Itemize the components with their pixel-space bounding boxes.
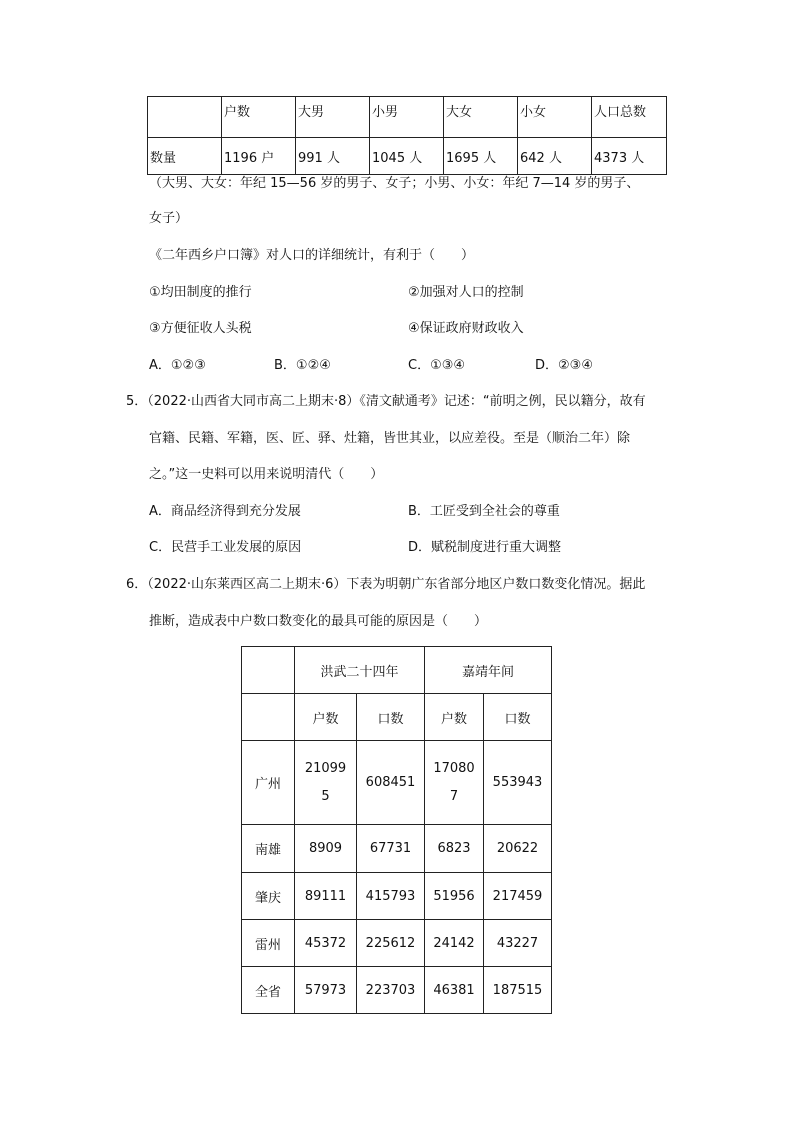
q5-stem-line-3: 之。”这一史料可以用来说明清代（ ）: [149, 467, 384, 482]
q4-stem: 《二年西乡户口簿》对人口的详细统计，有利于（ ）: [149, 248, 475, 263]
table-header-cell: [242, 694, 295, 741]
table-row: [148, 138, 667, 175]
table-header-cell: [148, 97, 222, 138]
table-header-cell: 口数: [357, 694, 425, 741]
q5-option-c[interactable]: C．民营手工业发展的原因: [149, 540, 302, 555]
table-header-cell: 口数: [484, 694, 552, 741]
table-header-cell: 户数: [295, 694, 357, 741]
table-row: [242, 967, 552, 1014]
table-cell: [425, 741, 484, 825]
q5-stem-line-1: 5．（2022·山西省大同市高二上期末·8）《清文献通考》记述：“前明之例，民以籍分，故有: [126, 394, 646, 409]
table-row: [242, 825, 552, 873]
table-cell: 46381: [425, 967, 484, 1014]
table-header-row: [148, 97, 667, 138]
q5-stem-line-2: 官籍、民籍、军籍，医、匠、驿、灶籍，皆世其业，以应差役。至是（顺治二年）除: [149, 431, 631, 446]
cell-line: 7: [449, 788, 459, 804]
table-cell: 6823: [425, 825, 484, 873]
q5-option-a[interactable]: A．商品经济得到充分发展: [149, 504, 301, 519]
table-cell: 187515: [484, 967, 552, 1014]
table-cell: 广州: [242, 741, 295, 825]
table-header-cell: 人口总数: [592, 97, 667, 138]
cell-line: 21099: [304, 760, 347, 776]
q4-option-d[interactable]: D．②③④: [535, 358, 593, 373]
table-subheader-row: [242, 694, 552, 741]
q4-item-3: ③方便征收人头税: [149, 321, 252, 336]
table-cell: 217459: [484, 873, 552, 920]
table-cell: 415793: [357, 873, 425, 920]
q6-stem-line-2: 推断，造成表中户数口数变化的最具可能的原因是（ ）: [149, 614, 488, 629]
q4-option-a[interactable]: A．①②③: [149, 358, 206, 373]
table-cell: 24142: [425, 920, 484, 967]
table-cell: 4373 人: [592, 138, 667, 175]
table-cell: [295, 741, 357, 825]
table-header-row: [242, 647, 552, 694]
table-header-cell: 大女: [444, 97, 518, 138]
table-cell: 1045 人: [370, 138, 444, 175]
q4-option-c[interactable]: C．①③④: [408, 358, 466, 373]
table-cell: 20622: [484, 825, 552, 873]
population-table: [147, 96, 667, 175]
table-cell: 45372: [295, 920, 357, 967]
table-cell: 1695 人: [444, 138, 518, 175]
table-header-cell: 户数: [425, 694, 484, 741]
table-cell: 肇庆: [242, 873, 295, 920]
q4-item-4: ④保证政府财政收入: [408, 321, 524, 336]
table-cell: 67731: [357, 825, 425, 873]
table-header-cell: [242, 647, 295, 694]
cell-line: 5: [321, 788, 330, 804]
table-note-line-1: （大男、大女：年纪 15—56 岁的男子、女子；小男、小女：年纪 7—14 岁的男子、: [149, 176, 640, 191]
table-cell: 991 人: [296, 138, 370, 175]
cell-line: 17080: [433, 760, 475, 776]
table-cell: 608451: [357, 741, 425, 825]
q4-item-1: ①均田制度的推行: [149, 285, 252, 300]
table-cell: 雷州: [242, 920, 295, 967]
table-cell: 51956: [425, 873, 484, 920]
table-cell: 89111: [295, 873, 357, 920]
table-cell: 225612: [357, 920, 425, 967]
table-header-cell: 小男: [370, 97, 444, 138]
table-row: [242, 873, 552, 920]
household-table: [241, 646, 552, 1014]
table-cell: 223703: [357, 967, 425, 1014]
q4-option-b[interactable]: B．①②④: [274, 358, 331, 373]
table-cell: 全省: [242, 967, 295, 1014]
table-header-cell: 小女: [518, 97, 592, 138]
table-cell: 南雄: [242, 825, 295, 873]
table-cell: 642 人: [518, 138, 592, 175]
q6-stem-line-1: 6．（2022·山东莱西区高二上期末·6）下表为明朝广东省部分地区户数口数变化情况。据此: [126, 577, 646, 592]
q4-item-2: ②加强对人口的控制: [408, 285, 524, 300]
table-row: [242, 920, 552, 967]
table-cell: 553943: [484, 741, 552, 825]
table-header-cell: 户数: [222, 97, 296, 138]
table-cell: 数量: [148, 138, 222, 175]
table-header-cell: 大男: [296, 97, 370, 138]
q5-option-d[interactable]: D．赋税制度进行重大调整: [408, 540, 562, 555]
q5-option-b[interactable]: B．工匠受到全社会的尊重: [408, 504, 560, 519]
table-cell: 8909: [295, 825, 357, 873]
table-cell: 57973: [295, 967, 357, 1014]
table-note-line-2: 女子）: [149, 211, 189, 226]
table-header-cell: 嘉靖年间: [425, 647, 552, 694]
table-cell: 43227: [484, 920, 552, 967]
table-cell: 1196 户: [222, 138, 296, 175]
table-row: [242, 741, 552, 825]
table-header-cell: 洪武二十四年: [295, 647, 425, 694]
